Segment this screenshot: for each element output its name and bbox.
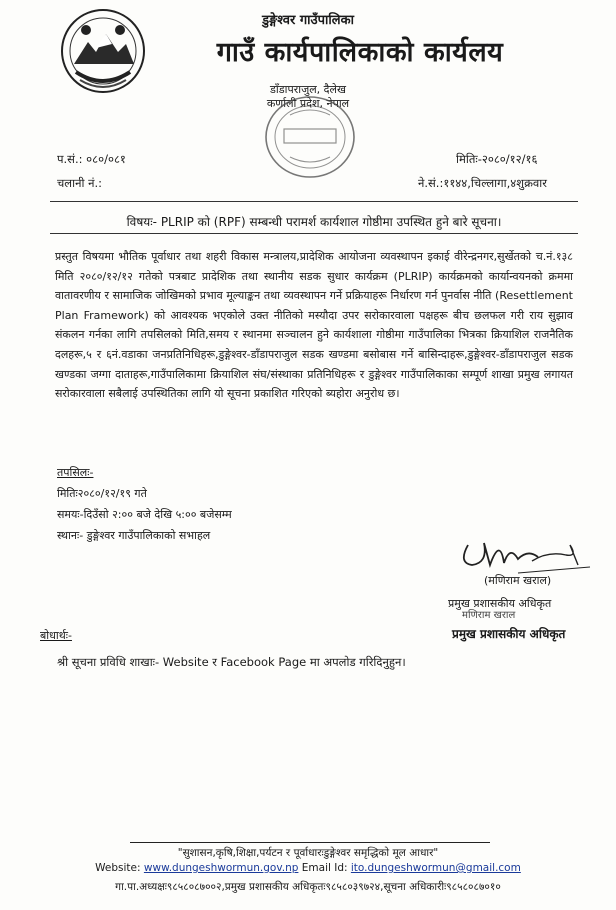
office-seal-icon bbox=[262, 93, 358, 181]
letter-subject: विषयः- PLRIP को (RPF) सम्बन्धी परामर्श कार्यशाल गोष्ठीमा उपस्थित हुने बारे सूचना। bbox=[126, 215, 502, 229]
website-link[interactable]: www.dungeshwormun.gov.np bbox=[143, 862, 299, 874]
attention-text: श्री सूचना प्रविधि शाखाः- Website र Facebook Page मा अपलोड गरिदिनुहुन। bbox=[57, 655, 406, 669]
signatory-title: प्रमुख प्रशासकीय अधिकृत bbox=[448, 597, 552, 610]
reference-number: प.सं.: ०८०/०८१ bbox=[57, 152, 126, 166]
footer-phones: गा.पा.अध्यक्षः९८५८०८७००२,प्रमुख प्रशासकीय अधिकृतः९८५८०३९७२४,सूचना अधिकारीः९८५८०८७०१० bbox=[115, 881, 501, 893]
footer-divider bbox=[130, 842, 490, 843]
signatory-title-stamp: प्रमुख प्रशासकीय अधिकृत bbox=[452, 627, 566, 641]
schedule-heading: तपसिलः- bbox=[57, 466, 94, 479]
email-link[interactable]: ito.dungeshwormun@gmail.com bbox=[350, 862, 521, 874]
dispatch-number: चलानी नं.: bbox=[57, 176, 103, 190]
nepal-sambat-date: ने.सं.:११४४,चिल्लागा,४शुक्रवार bbox=[418, 176, 547, 190]
attention-label: बोधार्थः- bbox=[40, 629, 72, 642]
office-title: गाउँ कार्यपालिकाको कार्यलय bbox=[216, 37, 504, 68]
address-line-1: डाँडापराजुल, दैलेख bbox=[270, 83, 346, 96]
schedule-date: मितिः२०८०/१२/१९ गते bbox=[57, 487, 147, 500]
signatory-name-stamp: मणिराम खराल bbox=[462, 610, 516, 621]
signatory-name: (मणिराम खराल) bbox=[484, 574, 552, 587]
footer-slogan: "सुशासन,कृषि,शिक्षा,पर्यटन र पूर्वाधारःडुङ्गेश्वर समृद्धिको मूल आधार" bbox=[177, 847, 439, 859]
municipality-name: डुङ्गेश्वर गाउँपालिका bbox=[262, 13, 354, 28]
schedule-time: समयः-दिउँसो २:०० बजे देखि ५:०० बजेसम्म bbox=[57, 508, 232, 521]
schedule-place: स्थानः- डुङ्गेश्वर गाउँपालिकाको सभाहल bbox=[57, 529, 211, 542]
footer-contact bbox=[0, 862, 616, 874]
divider-subject bbox=[50, 233, 578, 234]
body-paragraph: प्रस्तुत विषयमा भौतिक पूर्वाधार तथा शहरी विकास मन्त्रालय,प्रादेशिक आयोजना व्यवस्थापन इकाई वीरेन्द्रनगर,सुर्खेतको च.नं.१३८ मिति २०८०/१२/१२ गतेको पत्रबाट प्रादेशिक तथा स्थानीय सडक सुधार कार्यक्रम (PLRIP) कार्यक्रमको कार्यान्वयनको क्रममा वातावरणीय र सामाजिक जोखिमको प्रभाव मूल्याङ्कन तथा व्यवस्थापन गर्ने प्रक्रियाहरू निर्धारण गर्न पुनर्वास नीति (Resettlement Plan Framework) को आवश्यक भएकोले उक्त नीतिको मस्यौदा उपर सरोकारवाला पक्षहरू बीच छलफल गरी राय सुझाव संकलन गर्नका लागि तपसिलको मिति,समय र स्थानमा सञ्चालन हुने कार्यशाला गोष्ठीमा गाउँपालिका भित्रका क्रियाशिल राजनैतिक दलहरू,५ र ६नं.वडाका जनप्रतिनिधिहरू,डुङ्गेश्वर-डाँडापराजुल सडक खण्डमा बसोबास गर्ने बासिन्दाहरू,डुङ्गेश्वर-डाँडापराजुल सडक खण्डका जग्गा दाताहरू,गाउँपालिकामा क्रियाशिल संघ/संस्थाका प्रतिनिधिहरू र डुङ्गेश्वर गाउँपालिकाका सम्पूर्ण शाखा प्रमुख लगायत सरोकारवाला सबैलाई उपस्थितिका लागि यो सूचना प्रकाशित गरिएको ब्यहोरा अनुरोध छ। bbox=[55, 250, 573, 401]
letter-date: मितिः-२०८०/१२/१६ bbox=[456, 152, 538, 166]
email-label: Email Id: bbox=[301, 862, 348, 874]
address-line-2: कर्णाली प्रदेश, नेपाल bbox=[266, 97, 350, 110]
website-label: Website: bbox=[95, 862, 141, 874]
divider-top bbox=[50, 201, 578, 202]
letter-body bbox=[55, 247, 573, 404]
